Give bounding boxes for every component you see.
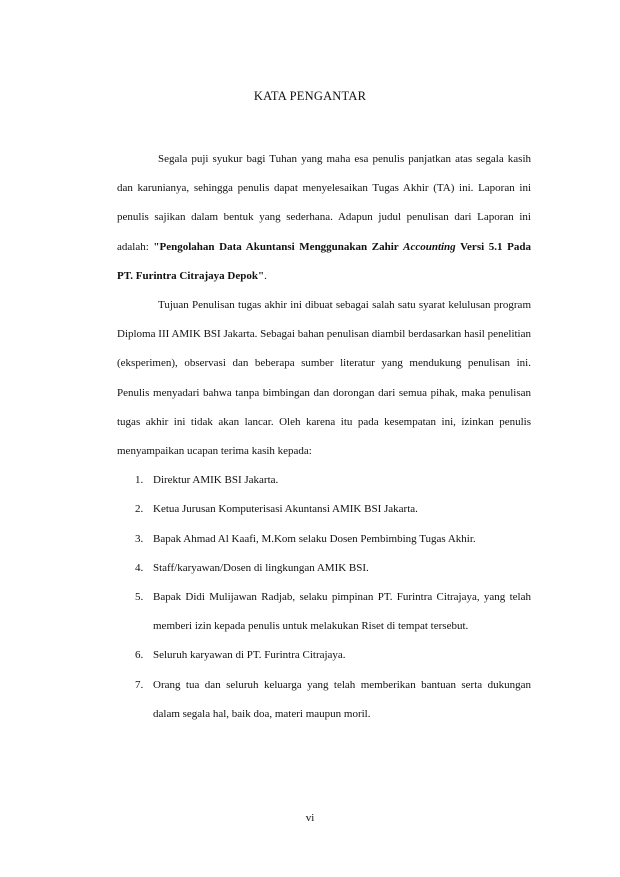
page-title: KATA PENGANTAR: [253, 89, 367, 103]
list-number: 5.: [135, 591, 144, 604]
paragraph-intro-end: .: [264, 269, 267, 282]
list-text: Direktur AMIK BSI Jakarta.: [153, 474, 279, 487]
list-item: [117, 495, 531, 524]
list-number: 2.: [135, 503, 144, 516]
list-text: Staff/karyawan/Dosen di lingkungan AMIK BSI.: [153, 561, 369, 574]
thesis-title-italic: Accounting: [403, 240, 456, 253]
list-number: 1.: [135, 474, 144, 487]
list-text: Seluruh karyawan di PT. Furintra Citrajaya.: [153, 649, 346, 662]
list-item: [117, 525, 531, 554]
paragraph-purpose: Tujuan Penulisan tugas akhir ini dibuat sebagai salah satu syarat kelulusan program Diploma III AMIK BSI Jakarta. Sebagai bahan penulisan diambil berdasarkan hasil penelitian (eksperimen), observasi dan beberapa sumber literatur yang mendukung penulisan ini. Penulis menyadari bahwa tanpa bimbingan dan dorongan dari semua pihak, maka penulisan tugas akhir ini tidak akan lancar. Oleh karena itu pada kesempatan ini, izinkan penulis menyampaikan ucapan terima kasih kepada:: [117, 299, 531, 458]
list-number: 4.: [135, 561, 144, 574]
paragraph-intro: [117, 145, 531, 291]
paragraph-intro-text: Segala puji syukur bagi Tuhan yang maha esa penulis panjatkan atas segala kasih dan karunianya, sehingga penulis dapat menyelesaikan Tugas Akhir (TA) ini. Laporan ini penulis sajikan dalam bentuk yang sederhana. Adapun judul penulisan dari Laporan ini adalah:: [117, 153, 531, 253]
document-body: [117, 145, 531, 729]
list-item: [117, 466, 531, 495]
thesis-title: [117, 241, 531, 282]
list-number: 7.: [135, 678, 144, 691]
thesis-title-part2: Versi 5.1 Pada PT. Furintra Citrajaya Depok": [117, 240, 531, 282]
thesis-title-part1: "Pengolahan Data Akuntansi Menggunakan Zahir: [153, 240, 404, 253]
list-number: 6.: [135, 649, 144, 662]
list-text: Bapak Ahmad Al Kaafi, M.Kom selaku Dosen Pembimbing Tugas Akhir.: [153, 532, 476, 545]
page-number: vi: [305, 812, 315, 824]
list-text: Ketua Jurusan Komputerisasi Akuntansi AMIK BSI Jakarta.: [153, 503, 418, 516]
list-text: Bapak Didi Mulijawan Radjab, selaku pimpinan PT. Furintra Citrajaya, yang telah memberi izin kepada penulis untuk melakukan Riset di tempat tersebut.: [153, 591, 531, 633]
list-text: Orang tua dan seluruh keluarga yang telah memberikan bantuan serta dukungan dalam segala hal, baik doa, materi maupun moril.: [153, 678, 531, 720]
acknowledgement-list: [117, 466, 531, 729]
list-item: [117, 554, 531, 583]
list-number: 3.: [135, 532, 144, 545]
list-item: [117, 671, 531, 729]
list-item: [117, 641, 531, 670]
list-item: [117, 583, 531, 641]
